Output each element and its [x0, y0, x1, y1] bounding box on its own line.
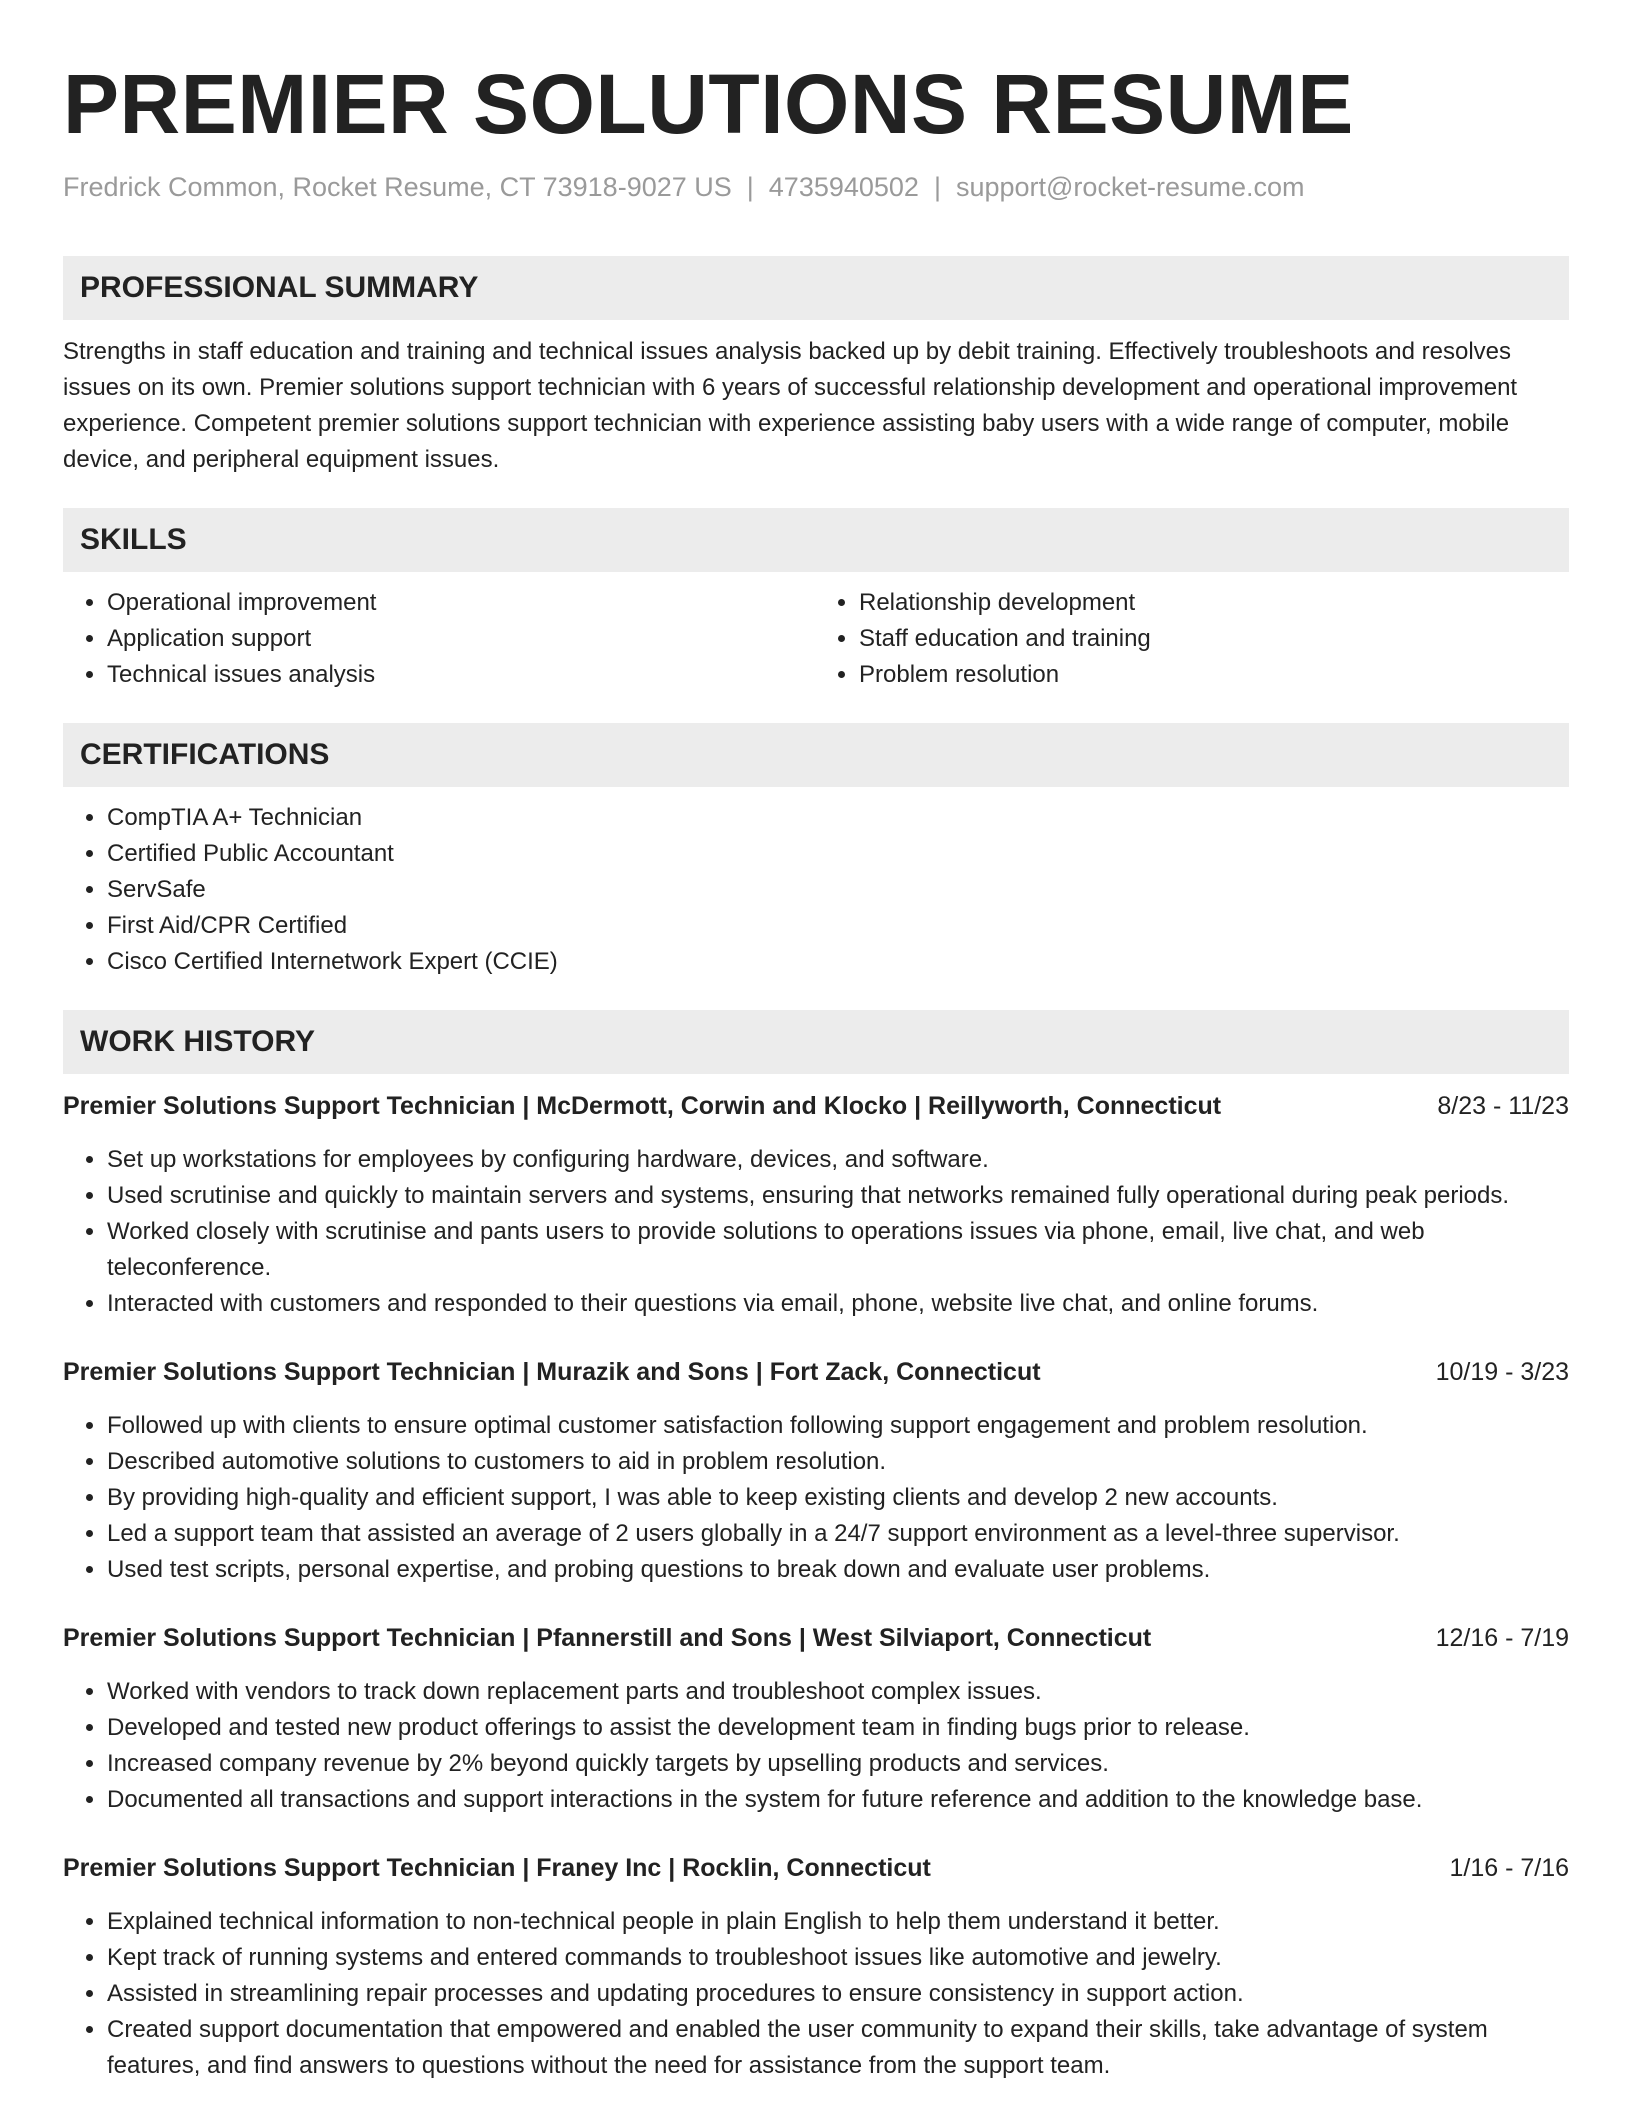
skill-item: • Relationship development	[859, 585, 1569, 621]
resume-title: PREMIER SOLUTIONS RESUME	[63, 57, 1354, 151]
contact-separator: |	[933, 172, 941, 202]
certification-item: • CompTIA A+ Technician	[107, 800, 1569, 836]
certification-item: • Cisco Certified Internetwork Expert (CCIE)	[107, 944, 1569, 980]
job-bullet: • Increased company revenue by 2% beyond quickly targets by upselling products and services.	[107, 1746, 1569, 1782]
job-dates: 8/23 - 11/23	[1437, 1092, 1569, 1120]
job-bullet: • Used scrutinise and quickly to maintain servers and systems, ensuring that networks remained fully operational during peak periods.	[107, 1178, 1569, 1214]
job-bullets	[63, 1142, 1569, 1322]
job-dates: 12/16 - 7/19	[1435, 1624, 1569, 1652]
certification-item: • First Aid/CPR Certified	[107, 908, 1569, 944]
job-title-line: Premier Solutions Support Technician | McDermott, Corwin and Klocko | Reillyworth, Connecticut	[63, 1092, 1222, 1120]
contact-separator: |	[746, 172, 754, 202]
skills-list-left	[63, 585, 816, 693]
job-entry	[63, 1354, 1569, 1588]
job-header	[63, 1088, 1569, 1124]
job-bullet: • Led a support team that assisted an average of 2 users globally in a 24/7 support environment as a level-three supervisor.	[107, 1516, 1569, 1552]
job-bullets	[63, 1904, 1569, 2084]
contact-line	[63, 170, 1569, 204]
job-bullet: • Created support documentation that empowered and enabled the user community to expand their skills, take advantage of system features, and find answers to questions without the need for assistance from the support team.	[107, 2012, 1569, 2084]
job-dates: 10/19 - 3/23	[1435, 1358, 1569, 1386]
job-bullet: • By providing high-quality and efficient support, I was able to keep existing clients and develop 2 new accounts.	[107, 1480, 1569, 1516]
certifications-list	[63, 800, 1569, 980]
skills-list-right	[816, 585, 1569, 693]
job-entry	[63, 1620, 1569, 1818]
skills-heading: SKILLS	[63, 508, 1569, 572]
summary-text: Strengths in staff education and training and technical issues analysis backed up by debit training. Effectively troubleshoots and resolves issues on its own. Premier solutions support technician with 6 years of successful relationship development and operational improvement experience. Competent premier solutions support technician with experience assisting baby users with a wide range of computer, mobile device, and peripheral equipment issues.	[63, 338, 1518, 473]
job-bullet: • Explained technical information to non-technical people in plain English to help them understand it better.	[107, 1904, 1569, 1940]
job-entry	[63, 1850, 1569, 2084]
contact-phone: 4735940502	[768, 172, 919, 202]
job-bullet: • Kept track of running systems and entered commands to troubleshoot issues like automotive and jewelry.	[107, 1940, 1569, 1976]
job-title-line: Premier Solutions Support Technician | Murazik and Sons | Fort Zack, Connecticut	[63, 1358, 1041, 1386]
job-bullet: • Described automotive solutions to customers to aid in problem resolution.	[107, 1444, 1569, 1480]
job-bullets	[63, 1408, 1569, 1588]
job-bullet: • Worked with vendors to track down replacement parts and troubleshoot complex issues.	[107, 1674, 1569, 1710]
certification-item: • Certified Public Accountant	[107, 836, 1569, 872]
job-bullets	[63, 1674, 1569, 1818]
job-title-line: Premier Solutions Support Technician | Franey Inc | Rocklin, Connecticut	[63, 1854, 931, 1882]
contact-address: Fredrick Common, Rocket Resume, CT 73918-9027 US	[63, 172, 732, 202]
job-bullet: • Interacted with customers and responded to their questions via email, phone, website live chat, and online forums.	[107, 1286, 1569, 1322]
skills-grid	[63, 585, 1569, 693]
job-bullet: • Developed and tested new product offerings to assist the development team in finding bugs prior to release.	[107, 1710, 1569, 1746]
job-bullet: • Worked closely with scrutinise and pants users to provide solutions to operations issues via phone, email, live chat, and web teleconference.	[107, 1214, 1569, 1286]
work-history-heading: WORK HISTORY	[63, 1010, 1569, 1074]
skill-item: • Staff education and training	[859, 621, 1569, 657]
job-bullet: • Followed up with clients to ensure optimal customer satisfaction following support engagement and problem resolution.	[107, 1408, 1569, 1444]
job-bullet: • Used test scripts, personal expertise, and probing questions to break down and evaluate user problems.	[107, 1552, 1569, 1588]
certification-item: • ServSafe	[107, 872, 1569, 908]
skill-item: • Technical issues analysis	[107, 657, 816, 693]
job-title-line: Premier Solutions Support Technician | Pfannerstill and Sons | West Silviaport, Connecticut	[63, 1624, 1152, 1652]
job-bullet: • Assisted in streamlining repair processes and updating procedures to ensure consistency in support action.	[107, 1976, 1569, 2012]
job-header	[63, 1850, 1569, 1886]
job-entry	[63, 1088, 1569, 1322]
job-bullet: • Set up workstations for employees by configuring hardware, devices, and software.	[107, 1142, 1569, 1178]
summary-heading: PROFESSIONAL SUMMARY	[63, 256, 1569, 320]
job-bullet: • Documented all transactions and support interactions in the system for future reference and addition to the knowledge base.	[107, 1782, 1569, 1818]
contact-email: support@rocket-resume.com	[955, 172, 1305, 202]
skill-item: • Operational improvement	[107, 585, 816, 621]
skill-item: • Problem resolution	[859, 657, 1569, 693]
skill-item: • Application support	[107, 621, 816, 657]
job-header	[63, 1620, 1569, 1656]
certifications-heading: CERTIFICATIONS	[63, 723, 1569, 787]
job-header	[63, 1354, 1569, 1390]
job-dates: 1/16 - 7/16	[1449, 1854, 1569, 1882]
